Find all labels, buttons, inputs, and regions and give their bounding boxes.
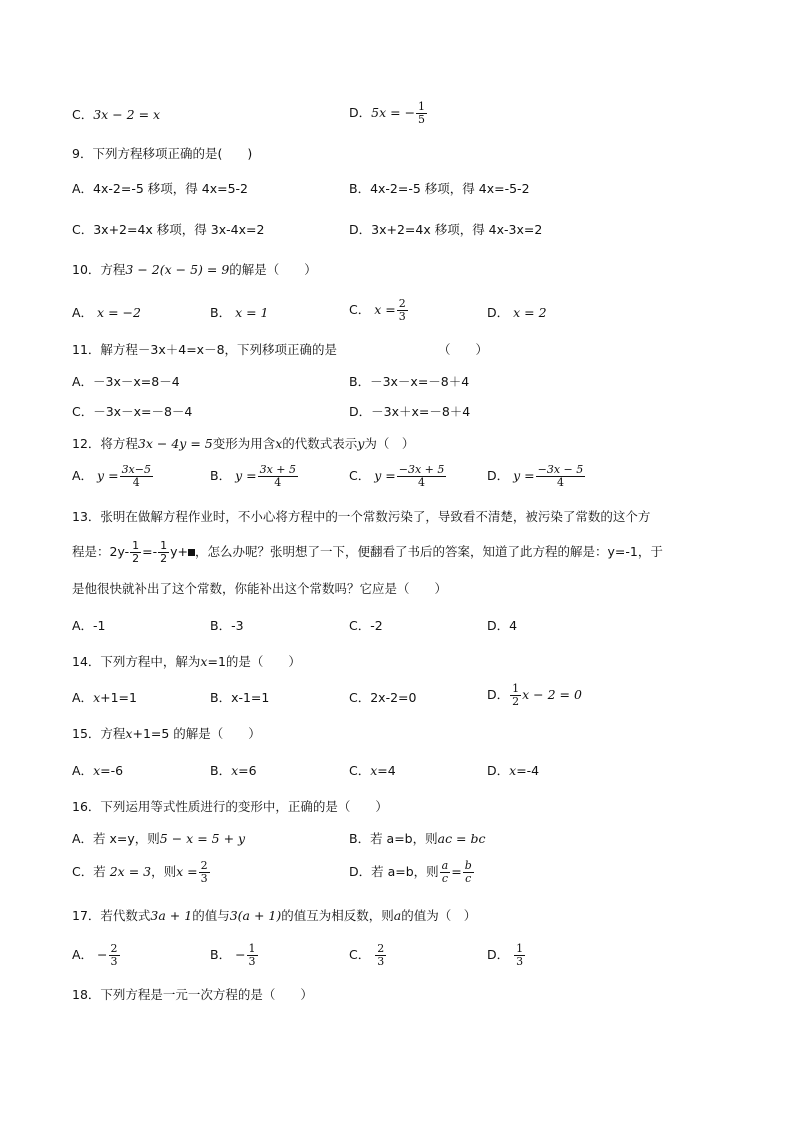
q17-a-fraction: $\frac{2}{3}$ bbox=[110, 942, 118, 968]
q10-c-fraction: $\frac{2}{3}$ bbox=[398, 297, 406, 323]
q13-option-a: A．-1 bbox=[72, 618, 106, 633]
q12-option-a: A． y = $\frac{3x-5}{4}$ bbox=[72, 463, 151, 489]
q9-option-a: A．4x-2=-5 移项，得 4x=5-2 bbox=[72, 181, 248, 196]
q17-option-a: A． − $\frac{2}{3}$ bbox=[72, 942, 118, 968]
q16-option-b: B．若 a=b，则ac = bc bbox=[349, 831, 486, 846]
q16-c-fraction: $\frac{2}{3}$ bbox=[200, 859, 208, 885]
q12-option-d: D． y = $\frac{-3x - 5}{4}$ bbox=[487, 463, 584, 489]
q15-option-d: D．x=-4 bbox=[487, 763, 540, 778]
q15-stem: 15．方程x+1=5 的解是（ ） bbox=[72, 726, 261, 741]
q14-option-a: A．x+1=1 bbox=[72, 690, 137, 705]
q12-a-fraction: $\frac{3x-5}{4}$ bbox=[121, 463, 151, 489]
q12-b-fraction: $\frac{3x + 5}{4}$ bbox=[259, 463, 296, 489]
q15-option-a: A．x=-6 bbox=[72, 763, 124, 778]
q10-option-b: B． x = 1 bbox=[210, 305, 269, 320]
q17-c-fraction: $\frac{2}{3}$ bbox=[377, 942, 385, 968]
q10-stem: 10．方程3 − 2(x − 5) = 9的解是（ ） bbox=[72, 262, 317, 277]
q10-option-a: A． x = −2 bbox=[72, 305, 141, 320]
q14-option-b: B．x-1=1 bbox=[210, 690, 270, 705]
q9-option-b: B．4x-2=-5 移项，得 4x=-5-2 bbox=[349, 181, 530, 196]
q17-option-c: C． $\frac{2}{3}$ bbox=[349, 942, 385, 968]
q10-option-d: D． x = 2 bbox=[487, 305, 547, 320]
q16-d-fraction-left: $\frac{a}{c}$ bbox=[441, 859, 449, 885]
q16-d-fraction-right: $\frac{b}{c}$ bbox=[464, 859, 472, 885]
q17-option-d: D． $\frac{1}{3}$ bbox=[487, 942, 524, 968]
q8-option-c: C．3x − 2 = x bbox=[72, 107, 161, 122]
q13-line-3: 是他很快就补出了这个常数，你能补出这个常数吗？它应是（ ） bbox=[72, 581, 448, 596]
q16-option-a: A．若 x=y，则5 − x = 5 + y bbox=[72, 831, 246, 846]
q14-option-c: C．2x-2=0 bbox=[349, 690, 417, 705]
q13-line-1: 13．张明在做解方程作业时，不小心将方程中的一个常数污染了，导致看不清楚，被污染了常数的这个方 bbox=[72, 509, 651, 524]
q12-option-c: C． y = $\frac{-3x + 5}{4}$ bbox=[349, 463, 445, 489]
q8-d-fraction: $\frac{1}{5}$ bbox=[418, 100, 426, 126]
q9-stem: 9．下列方程移项正确的是( ) bbox=[72, 146, 253, 161]
q18-stem: 18．下列方程是一元一次方程的是（ ） bbox=[72, 987, 313, 1002]
q12-c-fraction: $\frac{-3x + 5}{4}$ bbox=[398, 463, 445, 489]
q17-b-fraction: $\frac{1}{3}$ bbox=[248, 942, 256, 968]
q13-line-2: 程是：2y- $\frac{1}{2}$ =- $\frac{1}{2}$ y+ ，怎么办呢？张明想了一下，便翻看了书后的答案，知道了此方程的解是：y=-1，于 bbox=[72, 539, 663, 565]
q11-option-a: A．－3x－x=8－4 bbox=[72, 374, 180, 389]
q13-fraction-2: $\frac{1}{2}$ bbox=[160, 539, 168, 565]
q15-option-c: C．x=4 bbox=[349, 763, 396, 778]
q14-d-fraction: $\frac{1}{2}$ bbox=[512, 682, 520, 708]
q12-stem: 12．将方程3x − 4y = 5变形为用含x的代数式表示y为（ ） bbox=[72, 436, 415, 451]
q12-option-b: B． y = $\frac{3x + 5}{4}$ bbox=[210, 463, 296, 489]
q11-option-d: D．－3x＋x=－8＋4 bbox=[349, 404, 471, 419]
q16-option-c: C．若 2x = 3，则x = $\frac{2}{3}$ bbox=[72, 859, 208, 885]
q11-option-b: B．－3x－x=－8＋4 bbox=[349, 374, 470, 389]
q16-stem: 16．下列运用等式性质进行的变形中，正确的是（ ） bbox=[72, 799, 388, 814]
q11-stem: 11．解方程－3x＋4=x－8，下列移项正确的是 bbox=[72, 342, 338, 357]
q14-option-d: D． $\frac{1}{2}$ x − 2 = 0 bbox=[487, 682, 582, 708]
q17-stem: 17．若代数式3a + 1的值与3(a + 1)的值互为相反数，则a的值为（ ） bbox=[72, 908, 477, 923]
q17-option-b: B． − $\frac{1}{3}$ bbox=[210, 942, 256, 968]
smudged-constant-block bbox=[188, 549, 195, 556]
q17-d-fraction: $\frac{1}{3}$ bbox=[516, 942, 524, 968]
q11-answer-paren: （ ） bbox=[438, 342, 489, 357]
q13-option-c: C．-2 bbox=[349, 618, 383, 633]
q13-option-b: B．-3 bbox=[210, 618, 244, 633]
q15-option-b: B．x=6 bbox=[210, 763, 257, 778]
q13-fraction-1: $\frac{1}{2}$ bbox=[132, 539, 140, 565]
q9-option-c: C．3x+2=4x 移项，得 3x-4x=2 bbox=[72, 222, 265, 237]
q10-option-c: C． x = $\frac{2}{3}$ bbox=[349, 297, 406, 323]
q9-option-d: D．3x+2=4x 移项，得 4x-3x=2 bbox=[349, 222, 543, 237]
q11-option-c: C．－3x－x=－8－4 bbox=[72, 404, 193, 419]
q8-option-d: D．5x = − $\frac{1}{5}$ bbox=[349, 100, 426, 126]
q14-stem: 14．下列方程中，解为x=1的是（ ） bbox=[72, 654, 301, 669]
q16-option-d: D．若 a=b，则 $\frac{a}{c}$ = $\frac{b}{c}$ bbox=[349, 859, 472, 885]
q13-option-d: D．4 bbox=[487, 618, 518, 633]
q12-d-fraction: $\frac{-3x - 5}{4}$ bbox=[537, 463, 584, 489]
